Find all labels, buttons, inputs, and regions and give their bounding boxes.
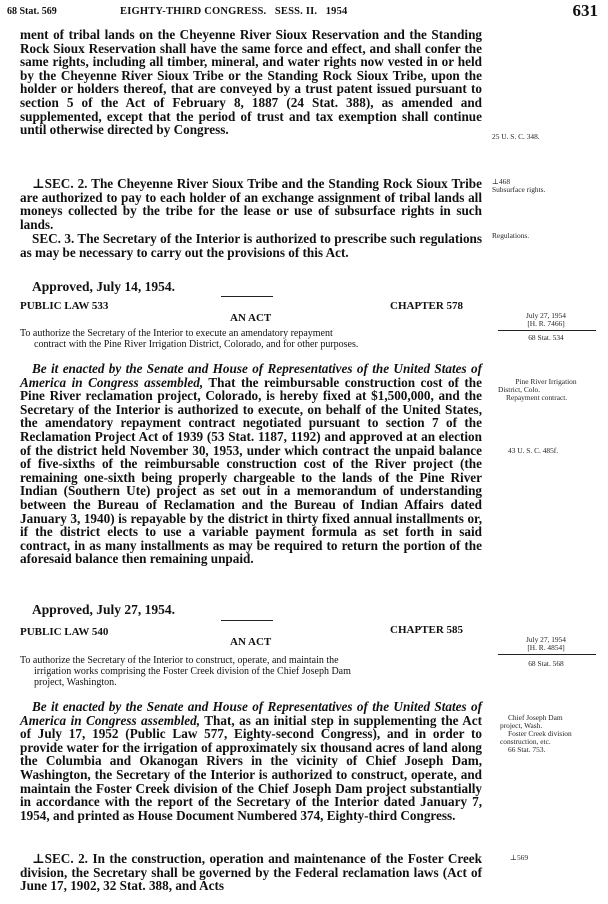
an-act-heading-540: AN ACT [230, 636, 272, 648]
paragraph-continuation: ment of tribal lands on the Cheyenne River Sioux Reservation and the Standing Rock Sioux Reservation shall have the same force and effect, and shall confer the same rights, including all timber, mineral, and water rights now vested in or held by the Cheyenne River Sioux Tribe or the Standing Rock Sioux Tribe, upon the holder or holders thereof, that are conveyed by a trust patent issued pursuant to section 5 of the Act of February 8, 1887 (24 Stat. 388), as amended and supplemented, except that the period of trust and tax exemption shall continue until otherwise directed by Congress. [20, 27, 482, 138]
margin-note-usc-485f: 43 U. S. C. 485f. [508, 446, 559, 455]
enacting-paragraph-540 [20, 700, 482, 822]
margin-note-regulations: Regulations. [492, 231, 530, 240]
divider-rule [221, 620, 273, 621]
paragraph-sec-2: ⊥SEC. 2. The Cheyenne River Sioux Tribe and the Standing Rock Sioux Tribe are authorized to pay to each holder of an exchange assignment of tribal lands all moneys collected by the tribe for the lease or use of subsurface rights in such lands. [20, 176, 482, 232]
paragraph-540-sec-2: ⊥SEC. 2. In the construction, operation and maintenance of the Foster Creek division, the Secretary shall be governed by the Federal reclamation laws (Act of June 17, 1902, 32 Stat. 388, and Acts [20, 851, 482, 894]
margin-note-date-585: July 27, 1954 [525, 635, 567, 644]
margin-rule-585 [498, 654, 596, 655]
divider-rule [221, 296, 273, 297]
margin-note-page-569: ⊥569 [510, 853, 529, 862]
act-title-540 [20, 655, 482, 688]
page-number: 631 [572, 1, 598, 20]
act-title-533 [20, 328, 482, 350]
an-act-heading-533: AN ACT [230, 312, 272, 324]
enacting-clause-540: Be it enacted by the Senate and House of Representatives of the United States of America in Congress assembled, [20, 699, 482, 728]
enacting-paragraph-533 [20, 362, 482, 566]
enacting-clause-533: Be it enacted by the Senate and House of Representatives of the United States of America in Congress assembled, [20, 361, 482, 390]
chapter-578: CHAPTER 578 [390, 300, 464, 312]
act-title-533-line-1: To authorize the Secretary of the Interior to execute an amendatory repayment [20, 328, 333, 339]
public-law-540: PUBLIC LAW 540 [20, 626, 109, 638]
approved-date-533: Approved, July 27, 1954. [32, 602, 176, 617]
margin-note-pine-river-1: Pine River Irrigation [515, 377, 577, 386]
margin-note-pine-river-2: District, Colo. [498, 385, 541, 394]
enacting-body-533: That the reimbursable construction cost of the Pine River reclamation project, Colorado, is hereby fixed at $1,500,000, and the Secretary of the Interior is authorized to execute, on behalf of the United States, the amendatory repayment contract negotiated pursuant to section 7 of the Reclamation Project Act of 1939 (53 Stat. 1187, 1192) and approved at an election of the district held November 30, 1953, under which contract the unpaid balance of five-sixths of the reimbursable construction cost of the River project (the remaining one-sixth being properly chargeable to the lands of the Pine River Indian (Southern Ute) project as set out in a memorandum of understanding between the Bureau of Reclamation and the Bureau of Indian Affairs dated January 3, 1940) is repayable by the district in thirty fixed annual installments or, if the district elects to use a variable payment formula as set forth in said contract, in as many installments as may be required to return the portion of the aforesaid balance then remaining unpaid. [20, 374, 482, 567]
margin-rule-578 [498, 330, 596, 331]
margin-note-hr-7466: [H. R. 7466] [527, 319, 565, 328]
enacting-body-540: That, as an initial step in supplementing the Act of July 17, 1952 (Public Law 577, Eighty-second Congress), and in order to provide water for the irrigation of approximately six thousand acres of land along the Columbia and Okanogan Rivers in the vicinity of Chief Joseph Dam, Washington, the Secretary of the Interior is authorized to construct, operate, and maintain the Foster Creek division of the Chief Joseph Dam project substantially in accordance with the report of the Secretary of the Interior dated January 7, 1954, and printed as House Document Numbered 374, Eighty-third Congress. [20, 712, 482, 823]
margin-note-stat-753: 66 Stat. 753. [508, 745, 546, 754]
act-title-540-line-3: project, Washington. [34, 677, 117, 688]
margin-note-construction: construction, etc. [500, 737, 551, 746]
public-law-533: PUBLIC LAW 533 [20, 300, 109, 312]
header-stat-ref: 68 Stat. 569 [7, 6, 57, 17]
act-title-540-line-1: To authorize the Secretary of the Interior to construct, operate, and maintain the [20, 655, 339, 666]
approved-date-1: Approved, July 14, 1954. [32, 279, 176, 294]
margin-note-repayment-contract: Repayment contract. [506, 393, 568, 402]
paragraph-sec-3: SEC. 3. The Secretary of the Interior is authorized to prescribe such regulations as may be necessary to carry out the provisions of this Act. [20, 231, 482, 260]
margin-note-date-578: July 27, 1954 [525, 311, 567, 320]
margin-note-hr-4854: [H. R. 4854] [527, 643, 565, 652]
margin-note-stat-534: 68 Stat. 534 [528, 333, 564, 342]
margin-note-chief-joseph-1: Chief Joseph Dam [508, 713, 563, 722]
margin-note-stat-568: 68 Stat. 568 [528, 659, 564, 668]
margin-note-page-468: ⊥468 [492, 177, 511, 186]
margin-note-usc-348: 25 U. S. C. 348. [492, 132, 540, 141]
margin-note-foster-creek: Foster Creek division [508, 729, 572, 738]
act-title-540-line-2: irrigation works comprising the Foster Creek division of the Chief Joseph Dam [34, 666, 351, 677]
act-title-533-line-2: contract with the Pine River Irrigation District, Colorado, and for other purposes. [34, 339, 359, 350]
chapter-585: CHAPTER 585 [390, 624, 464, 636]
margin-note-chief-joseph-2: project, Wash. [500, 721, 543, 730]
header-title: EIGHTY-THIRD CONGRESS. SESS. II. 1954 [120, 6, 348, 17]
margin-note-subsurface-rights: Subsurface rights. [492, 185, 546, 194]
